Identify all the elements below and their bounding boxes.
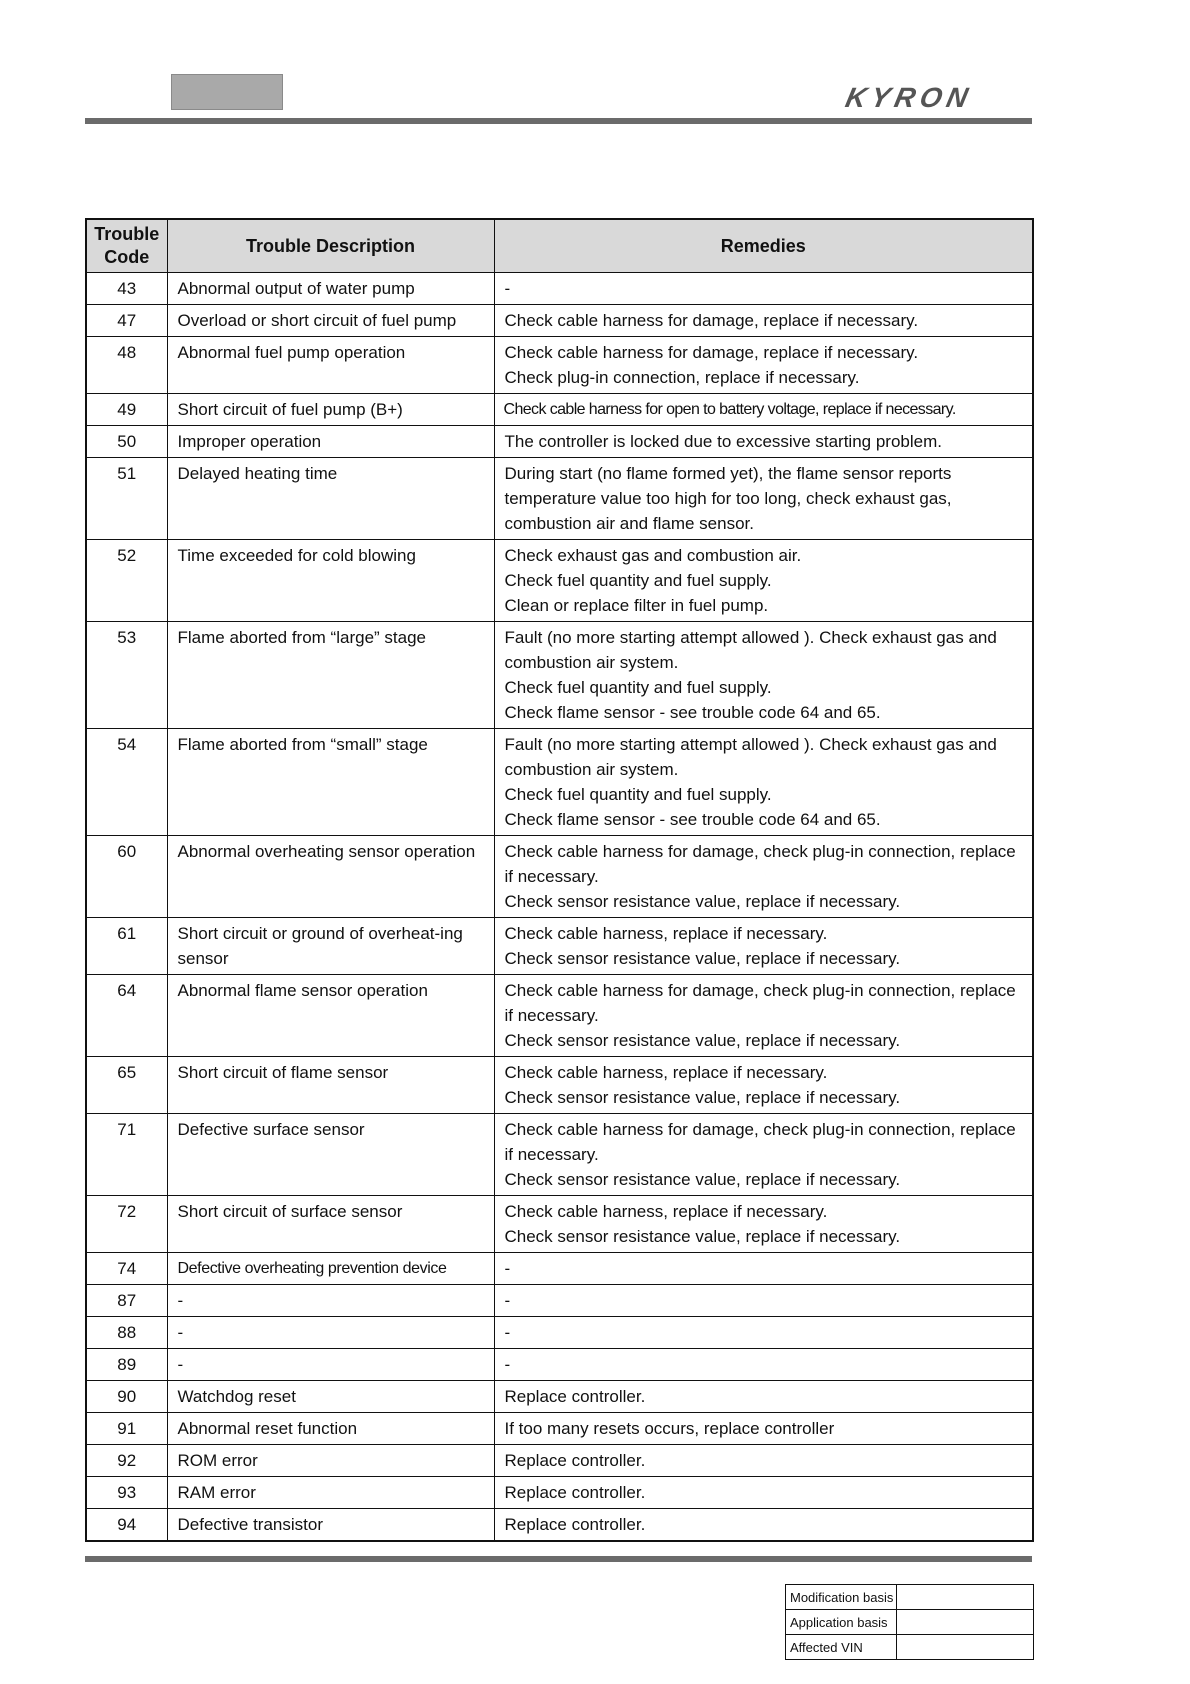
trouble-description-cell: Abnormal flame sensor operation: [167, 975, 494, 1057]
table-row: [86, 1381, 1033, 1413]
remedies-cell: [494, 394, 1033, 426]
table-row: [86, 540, 1033, 622]
remedies-cell: [494, 1114, 1033, 1196]
basis-value: [897, 1635, 1034, 1660]
remedies-cell: [494, 540, 1033, 622]
table-body: [86, 273, 1033, 1542]
remedy-line: Check cable harness, replace if necessary.: [504, 924, 828, 943]
table-row: [86, 1349, 1033, 1381]
remedy-line: Fault (no more starting attempt allowed ). Check exhaust gas and combustion air system.: [504, 735, 997, 779]
remedy-line: -: [504, 1355, 511, 1374]
remedies-cell: [494, 1196, 1033, 1253]
remedy-line: Check sensor resistance value, replace if necessary.: [504, 949, 901, 968]
remedy-line: -: [504, 279, 511, 298]
trouble-code-cell: 90: [86, 1381, 167, 1413]
trouble-code-cell: 51: [86, 458, 167, 540]
table-row: [86, 1196, 1033, 1253]
table-row: [86, 1253, 1033, 1285]
basis-label: Application basis: [786, 1610, 897, 1635]
basis-row-application: [786, 1610, 1034, 1635]
header-divider: [85, 118, 1032, 124]
remedies-cell: [494, 1285, 1033, 1317]
remedies-cell: [494, 918, 1033, 975]
trouble-description-cell: Short circuit or ground of overheat-ing sensor: [167, 918, 494, 975]
trouble-code-cell: 64: [86, 975, 167, 1057]
remedy-line: Check cable harness for damage, check plug-in connection, replace if necessary.: [504, 1120, 1016, 1164]
table-row: [86, 975, 1033, 1057]
trouble-code-cell: 61: [86, 918, 167, 975]
remedy-line: Replace controller.: [504, 1451, 646, 1470]
trouble-description-cell: RAM error: [167, 1477, 494, 1509]
remedy-line: Check sensor resistance value, replace if necessary.: [504, 1170, 901, 1189]
remedy-line: Replace controller.: [504, 1515, 646, 1534]
remedy-line: -: [504, 1291, 511, 1310]
remedies-cell: [494, 1057, 1033, 1114]
remedies-cell: [494, 305, 1033, 337]
trouble-description-cell: Defective surface sensor: [167, 1114, 494, 1196]
remedy-line: Fault (no more starting attempt allowed ). Check exhaust gas and combustion air system.: [504, 628, 997, 672]
trouble-code-cell: 94: [86, 1509, 167, 1542]
remedy-line: Check cable harness for damage, replace if necessary.: [504, 311, 919, 330]
remedies-cell: [494, 1445, 1033, 1477]
trouble-code-cell: 71: [86, 1114, 167, 1196]
trouble-description-cell: -: [167, 1285, 494, 1317]
trouble-description-cell: -: [167, 1317, 494, 1349]
trouble-code-cell: 89: [86, 1349, 167, 1381]
table-row: [86, 1114, 1033, 1196]
remedy-line: The controller is locked due to excessive starting problem.: [504, 432, 942, 451]
basis-label: Affected VIN: [786, 1635, 897, 1660]
remedy-line: Check cable harness for damage, check plug-in connection, replace if necessary.: [504, 842, 1016, 886]
trouble-code-cell: 49: [86, 394, 167, 426]
remedy-line: Check cable harness for damage, replace if necessary.: [504, 343, 919, 362]
table-row: [86, 458, 1033, 540]
trouble-description-cell: Time exceeded for cold blowing: [167, 540, 494, 622]
table-row: [86, 836, 1033, 918]
trouble-description-cell: Abnormal overheating sensor operation: [167, 836, 494, 918]
table-header-row: [86, 219, 1033, 273]
trouble-description-cell: ROM error: [167, 1445, 494, 1477]
remedy-line: Check sensor resistance value, replace if necessary.: [504, 1031, 901, 1050]
table-row: [86, 1057, 1033, 1114]
remedies-cell: [494, 458, 1033, 540]
table-row: [86, 1413, 1033, 1445]
trouble-description-cell: Delayed heating time: [167, 458, 494, 540]
remedy-line: Check sensor resistance value, replace if necessary.: [504, 892, 901, 911]
trouble-code-cell: 47: [86, 305, 167, 337]
trouble-description-cell: Watchdog reset: [167, 1381, 494, 1413]
remedies-cell: [494, 273, 1033, 305]
trouble-description-cell: Abnormal output of water pump: [167, 273, 494, 305]
trouble-code-cell: 93: [86, 1477, 167, 1509]
remedy-line: Check flame sensor - see trouble code 64 and 65.: [504, 703, 881, 722]
table-row: [86, 1509, 1033, 1542]
remedy-line: If too many resets occurs, replace controller: [504, 1419, 835, 1438]
trouble-code-cell: 91: [86, 1413, 167, 1445]
trouble-code-cell: 52: [86, 540, 167, 622]
remedy-line: Replace controller.: [504, 1387, 646, 1406]
remedy-line: Check exhaust gas and combustion air.: [504, 546, 802, 565]
trouble-code-cell: 65: [86, 1057, 167, 1114]
remedies-cell: [494, 1349, 1033, 1381]
header-trouble-code: Trouble Code: [86, 219, 167, 273]
trouble-code-cell: 50: [86, 426, 167, 458]
table-row: [86, 273, 1033, 305]
trouble-description-cell: Short circuit of fuel pump (B+): [167, 394, 494, 426]
trouble-code-cell: 48: [86, 337, 167, 394]
trouble-description-cell: Short circuit of flame sensor: [167, 1057, 494, 1114]
basis-row-affected-vin: [786, 1635, 1034, 1660]
table-row: [86, 394, 1033, 426]
trouble-code-cell: 54: [86, 729, 167, 836]
trouble-description-cell: Short circuit of surface sensor: [167, 1196, 494, 1253]
trouble-description-cell: Flame aborted from “large” stage: [167, 622, 494, 729]
remedy-line: During start (no flame formed yet), the flame sensor reports temperature value too high for too long, check exhaust gas, combustion air and flame sensor.: [504, 464, 952, 533]
basis-row-modification: [786, 1585, 1034, 1610]
remedies-cell: [494, 1413, 1033, 1445]
trouble-description-cell: Abnormal fuel pump operation: [167, 337, 494, 394]
trouble-description-cell: -: [167, 1349, 494, 1381]
table-row: [86, 305, 1033, 337]
table-row: [86, 337, 1033, 394]
remedies-cell: [494, 836, 1033, 918]
remedy-line: Check plug-in connection, replace if necessary.: [504, 368, 860, 387]
remedies-cell: [494, 426, 1033, 458]
remedy-line: Check fuel quantity and fuel supply.: [504, 571, 772, 590]
brand-logo: KYRON: [842, 82, 976, 113]
remedies-cell: [494, 975, 1033, 1057]
remedies-cell: [494, 1477, 1033, 1509]
trouble-description-cell: Overload or short circuit of fuel pump: [167, 305, 494, 337]
table-row: [86, 426, 1033, 458]
header-trouble-description: Trouble Description: [167, 219, 494, 273]
remedy-line: Check flame sensor - see trouble code 64 and 65.: [504, 810, 881, 829]
remedy-line: Check cable harness, replace if necessary.: [504, 1063, 828, 1082]
trouble-description-cell: Defective transistor: [167, 1509, 494, 1542]
header-tab-block: [171, 74, 283, 110]
trouble-code-cell: 43: [86, 273, 167, 305]
table-row: [86, 1317, 1033, 1349]
header-remedies: Remedies: [494, 219, 1033, 273]
trouble-description-cell: Abnormal reset function: [167, 1413, 494, 1445]
remedy-line: Check cable harness for damage, check plug-in connection, replace if necessary.: [504, 981, 1016, 1025]
trouble-description-cell: Improper operation: [167, 426, 494, 458]
trouble-description-cell: Defective overheating prevention device: [167, 1253, 494, 1285]
remedy-line: Check sensor resistance value, replace if necessary.: [504, 1088, 901, 1107]
basis-table: [785, 1584, 1034, 1660]
table-row: [86, 622, 1033, 729]
remedies-cell: [494, 1381, 1033, 1413]
trouble-code-cell: 92: [86, 1445, 167, 1477]
table-row: [86, 1477, 1033, 1509]
remedy-line: Replace controller.: [504, 1483, 646, 1502]
remedy-line: -: [504, 1323, 511, 1342]
remedy-line: Check fuel quantity and fuel supply.: [504, 785, 772, 804]
table-row: [86, 729, 1033, 836]
trouble-code-cell: 87: [86, 1285, 167, 1317]
remedy-line: Clean or replace filter in fuel pump.: [504, 596, 769, 615]
trouble-code-cell: 72: [86, 1196, 167, 1253]
remedies-cell: [494, 1253, 1033, 1285]
footer-divider: [85, 1556, 1032, 1562]
remedies-cell: [494, 337, 1033, 394]
remedies-cell: [494, 1509, 1033, 1542]
trouble-code-cell: 53: [86, 622, 167, 729]
remedy-line: Check fuel quantity and fuel supply.: [504, 678, 772, 697]
remedies-cell: [494, 622, 1033, 729]
remedy-line: Check cable harness, replace if necessary.: [504, 1202, 828, 1221]
remedy-line: Check sensor resistance value, replace if necessary.: [504, 1227, 901, 1246]
remedies-cell: [494, 1317, 1033, 1349]
trouble-code-cell: 60: [86, 836, 167, 918]
trouble-code-cell: 88: [86, 1317, 167, 1349]
table-row: [86, 1285, 1033, 1317]
remedies-cell: [494, 729, 1033, 836]
table-row: [86, 918, 1033, 975]
remedy-line: Check cable harness for open to battery voltage, replace if necessary.: [503, 401, 956, 418]
basis-value: [897, 1610, 1034, 1635]
trouble-description-cell: Flame aborted from “small” stage: [167, 729, 494, 836]
basis-value: [897, 1585, 1034, 1610]
trouble-code-table: [85, 218, 1034, 1542]
remedy-line: -: [504, 1259, 511, 1278]
basis-label: Modification basis: [786, 1585, 897, 1610]
trouble-code-cell: 74: [86, 1253, 167, 1285]
table-row: [86, 1445, 1033, 1477]
